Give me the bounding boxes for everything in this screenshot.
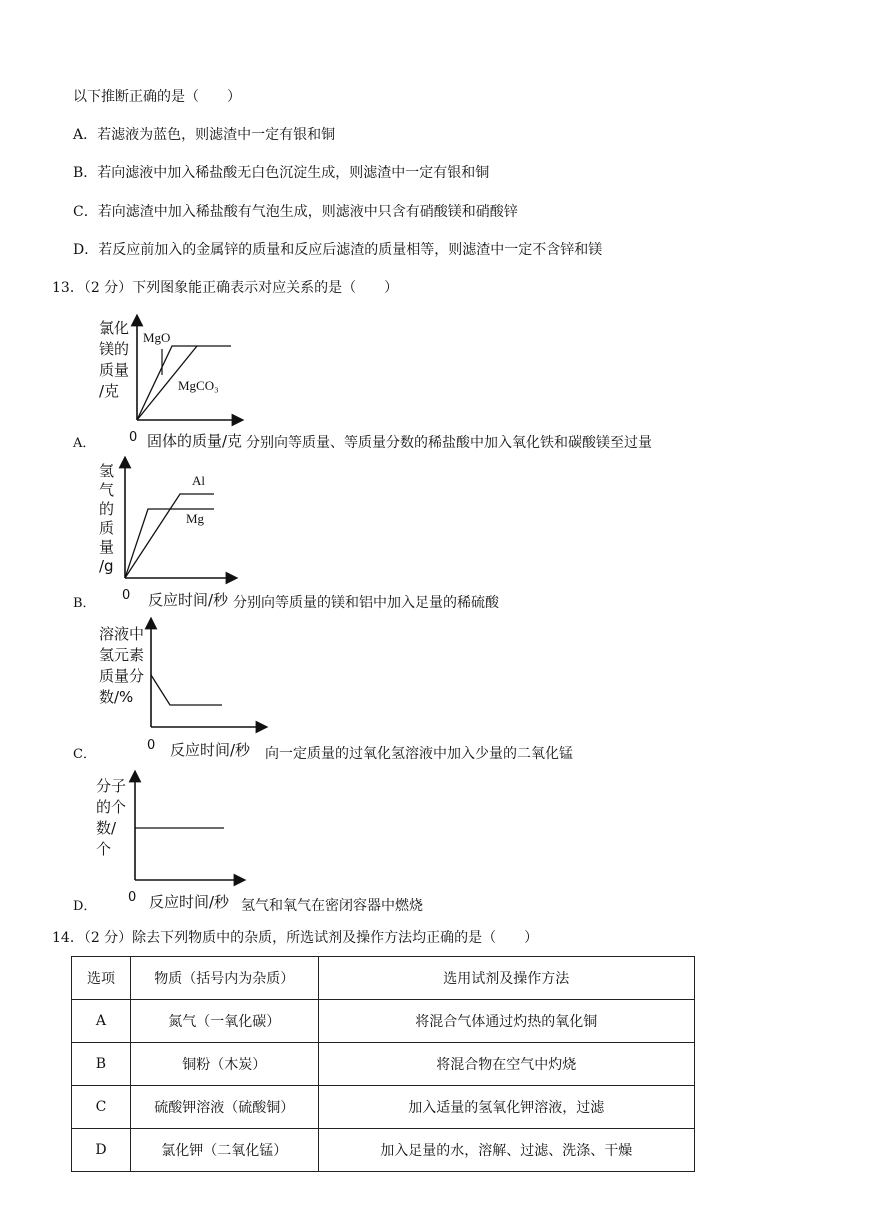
table-cell: 将混合气体通过灼热的氧化铜 bbox=[318, 1000, 694, 1043]
q13-chart-b-ylabel: 氢 气 的 质 量 /g bbox=[99, 462, 115, 575]
table-cell: A bbox=[72, 1000, 131, 1043]
table-cell: 加入足量的水，溶解、过滤、洗涤、干燥 bbox=[318, 1129, 694, 1172]
header-cell-method: 选用试剂及操作方法 bbox=[318, 957, 694, 1000]
table-cell: D bbox=[72, 1129, 131, 1172]
table-cell: C bbox=[72, 1086, 131, 1129]
q13-chart-a-series-mgco3: MgCO₃ bbox=[178, 378, 219, 393]
q13-chart-d-xlabel: 反应时间/秒 bbox=[149, 893, 230, 911]
q12-option-c: C．若向滤渣中加入稀盐酸有气泡生成，则滤液中只含有硝酸镁和硝酸锌 bbox=[73, 204, 518, 220]
q12-option-b: B．若向滤液中加入稀盐酸无白色沉淀生成，则滤渣中一定有银和铜 bbox=[73, 165, 490, 181]
q13-chart-a-origin: 0 bbox=[129, 430, 138, 445]
q13-chart-b-xlabel: 反应时间/秒 bbox=[148, 591, 229, 609]
q12-option-a: A．若滤液为蓝色，则滤渣中一定有银和铜 bbox=[73, 127, 336, 143]
table-cell: 氯化钾（二氧化锰） bbox=[130, 1129, 318, 1172]
q13-chart-d-ylabel: 分子 的个 数/ 个 bbox=[96, 777, 127, 858]
q13-chart-d-origin: 0 bbox=[128, 890, 137, 905]
q13-option-b-letter: B． bbox=[73, 596, 96, 611]
q13-chart-c-origin: 0 bbox=[147, 738, 156, 753]
q13-option-c-description: 向一定质量的过氧化氢溶液中加入少量的二氧化锰 bbox=[265, 746, 573, 762]
q13-option-c-letter: C． bbox=[73, 747, 96, 762]
table-row bbox=[72, 1086, 695, 1129]
q13-chart-a-xlabel: 固体的质量/克 bbox=[147, 432, 243, 450]
table-row bbox=[72, 1043, 695, 1086]
q14-table bbox=[71, 956, 695, 1172]
header-cell-substance: 物质（括号内为杂质） bbox=[130, 957, 318, 1000]
header-cell-option: 选项 bbox=[72, 957, 131, 1000]
q12-option-d: D．若反应前加入的金属锌的质量和反应后滤渣的质量相等，则滤渣中一定不含锌和镁 bbox=[73, 242, 603, 258]
q13-option-d-letter: D． bbox=[73, 899, 97, 914]
table-cell: 铜粉（木炭） bbox=[130, 1043, 318, 1086]
table-cell: 加入适量的氢氧化钾溶液，过滤 bbox=[318, 1086, 694, 1129]
q13-stem: 13．（2 分）下列图象能正确表示对应关系的是（ ） bbox=[52, 280, 399, 296]
q12-stem: 以下推断正确的是（ ） bbox=[73, 89, 241, 105]
q13-chart-b-series-al: Al bbox=[192, 473, 205, 488]
table-row bbox=[72, 1129, 695, 1172]
table-row bbox=[72, 1000, 695, 1043]
q13-chart-a-series-mgo: MgO bbox=[143, 330, 171, 345]
q13-chart-c-ylabel: 溶液中 氢元素 质量分 数/% bbox=[99, 625, 145, 706]
q14-stem: 14．（2 分）除去下列物质中的杂质，所选试剂及操作方法均正确的是（ ） bbox=[52, 930, 539, 946]
table-cell: B bbox=[72, 1043, 131, 1086]
q13-chart-b-series-mg: Mg bbox=[186, 511, 205, 526]
q13-chart-a-ylabel: 氯化 镁的 质量 /克 bbox=[99, 319, 130, 400]
q13-option-b-description: 分别向等质量的镁和铝中加入足量的稀硫酸 bbox=[233, 595, 499, 611]
table-cell: 氮气（一氧化碳） bbox=[130, 1000, 318, 1043]
table-cell: 硫酸钾溶液（硫酸铜） bbox=[130, 1086, 318, 1129]
q13-chart-c-xlabel: 反应时间/秒 bbox=[170, 741, 251, 759]
q13-chart-b-origin: 0 bbox=[122, 588, 131, 603]
q13-option-a-letter: A． bbox=[73, 436, 96, 451]
table-header-row bbox=[72, 957, 695, 1000]
q13-option-d-description: 氢气和氧气在密闭容器中燃烧 bbox=[241, 898, 423, 914]
q13-option-a-description: 分别向等质量、等质量分数的稀盐酸中加入氧化铁和碳酸镁至过量 bbox=[246, 435, 652, 451]
table-cell: 将混合物在空气中灼烧 bbox=[318, 1043, 694, 1086]
